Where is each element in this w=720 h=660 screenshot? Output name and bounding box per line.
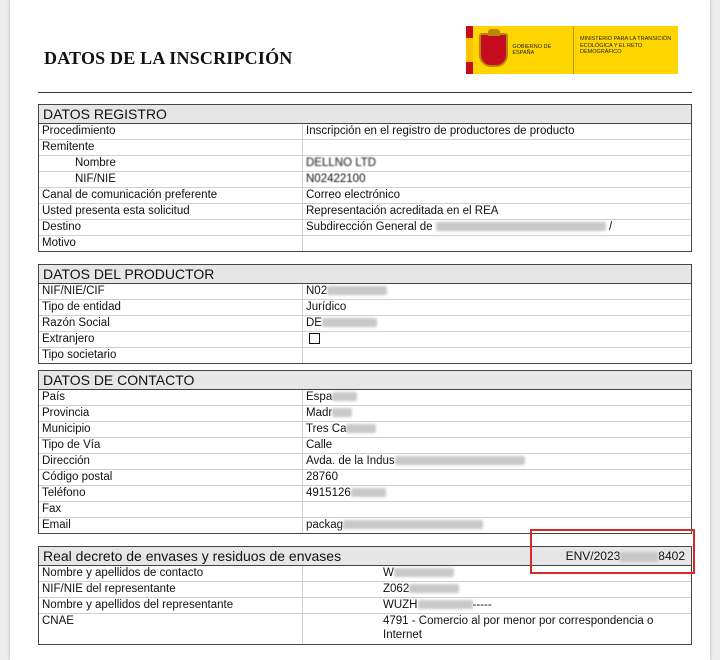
- table-row: Remitente: [39, 140, 691, 156]
- table-row: Motivo: [39, 236, 691, 251]
- table-row: Extranjero: [39, 332, 691, 348]
- document-title: DATOS DE LA INSCRIPCIÓN: [44, 48, 293, 68]
- table-row: Nombre DELLNO LTD: [39, 156, 691, 172]
- highlight-box: [530, 529, 695, 574]
- table-row: Teléfono 4915126: [39, 486, 691, 502]
- section-datos-contacto: [38, 370, 692, 534]
- redacted-text: [322, 318, 377, 327]
- redacted-text: [395, 456, 525, 465]
- redacted-text: [394, 568, 454, 577]
- table-row: Provincia Madr: [39, 406, 691, 422]
- extranjero-checkbox[interactable]: [309, 333, 320, 344]
- table-row: Email packag: [39, 518, 691, 533]
- redacted-text: [346, 424, 376, 433]
- table-row: País Espa: [39, 390, 691, 406]
- section-heading: Real decreto de envases y residuos de envases ENV/2023 8402: [39, 547, 691, 566]
- redacted-text: [343, 520, 483, 529]
- logo-ministry-text: MINISTERIO PARA LA TRANSICIÓN ECOLÓGICA Y EL RETO DEMOGRÁFICO: [574, 26, 678, 74]
- redacted-text: [332, 408, 352, 417]
- section-heading: DATOS DE CONTACTO: [39, 371, 691, 390]
- redacted-text: [327, 286, 387, 295]
- redacted-text: [409, 584, 459, 593]
- government-logo: [466, 26, 678, 74]
- table-row: CNAE 4791 - Comercio al por menor por correspondencia o Internet: [39, 614, 691, 644]
- title-divider: [38, 92, 692, 93]
- table-row: Razón Social DE: [39, 316, 691, 332]
- redacted-text: [351, 488, 386, 497]
- table-row: Dirección Avda. de la Indus: [39, 454, 691, 470]
- table-row: Procedimiento Inscripción en el registro de productores de producto: [39, 124, 691, 140]
- table-row: Código postal 28760: [39, 470, 691, 486]
- table-row: Tipo de Vía Calle: [39, 438, 691, 454]
- section-heading: DATOS DEL PRODUCTOR: [39, 265, 691, 284]
- table-row: Fax: [39, 502, 691, 518]
- registration-number: ENV/2023 8402: [565, 549, 685, 563]
- table-row: Municipio Tres Ca: [39, 422, 691, 438]
- table-row: NIF/NIE del representante Z062: [39, 582, 691, 598]
- logo-government-text: GOBIERNO DE ESPAÑA: [512, 43, 552, 56]
- flag-stripe: [466, 26, 473, 74]
- table-row: Usted presenta esta solicitud Representación acreditada en el REA: [39, 204, 691, 220]
- table-row: Destino Subdirección General de /: [39, 220, 691, 236]
- table-row: Canal de comunicación preferente Correo electrónico: [39, 188, 691, 204]
- redacted-text: [332, 392, 357, 401]
- section-heading: DATOS REGISTRO: [39, 105, 691, 124]
- section-datos-registro: [38, 104, 692, 252]
- table-row: Nombre y apellidos del representante WUZH -----: [39, 598, 691, 614]
- redacted-text: [436, 222, 606, 231]
- coat-of-arms-icon: [479, 33, 508, 67]
- section-datos-productor: [38, 264, 692, 364]
- table-row: NIF/NIE N02422100: [39, 172, 691, 188]
- redacted-text: [418, 600, 473, 609]
- table-row: Nombre y apellidos de contacto W: [39, 566, 691, 582]
- table-row: Tipo societario: [39, 348, 691, 363]
- table-row: Tipo de entidad Jurídico: [39, 300, 691, 316]
- table-row: NIF/NIE/CIF N02: [39, 284, 691, 300]
